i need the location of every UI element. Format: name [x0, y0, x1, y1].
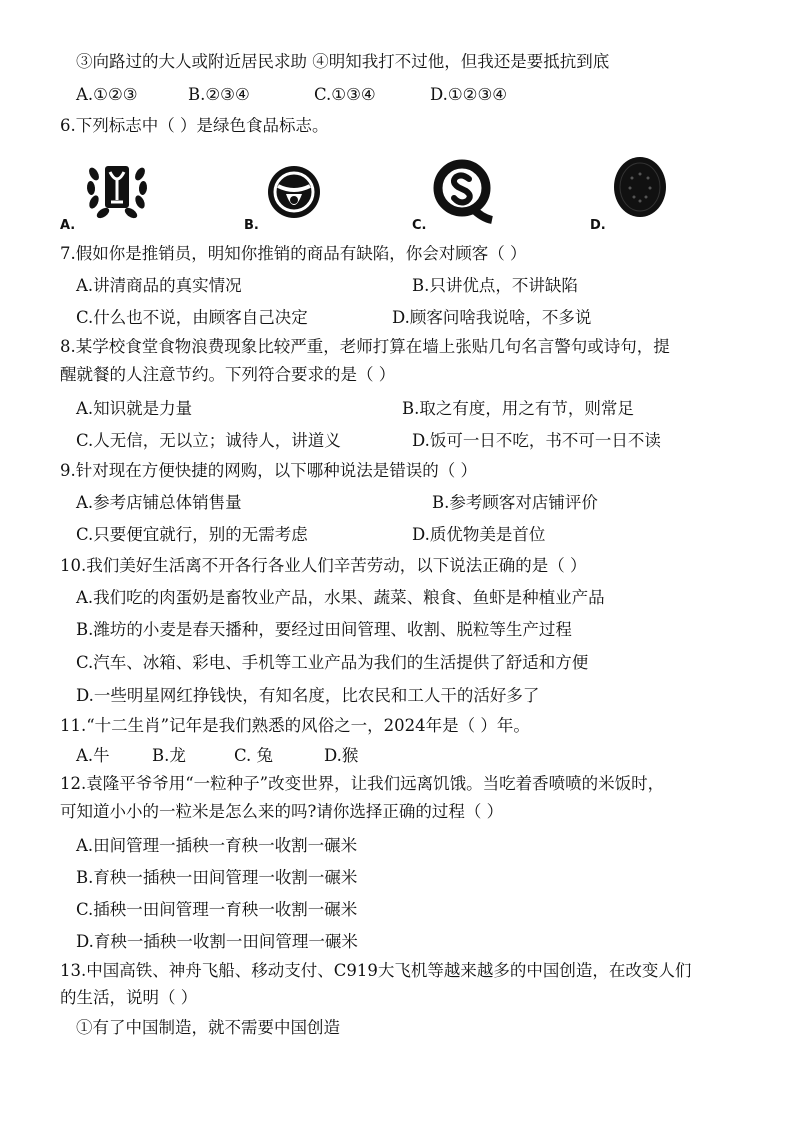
q8-choice-a: A.知识就是力量: [76, 399, 193, 418]
q12-choice-d: D.育秧一插秧一收割一田间管理一碾米: [76, 932, 358, 951]
q5-option-3-4: ③向路过的大人或附近居民求助 ④明知我打不过他，但我还是要抵抗到底: [76, 52, 610, 71]
logo-option-c: [412, 150, 552, 235]
q9-choice-d: D.质优物美是首位: [412, 525, 546, 544]
q7-choice-c: C.什么也不说，由顾客自己决定: [76, 308, 308, 327]
s-mark-logo-icon: [432, 158, 494, 224]
q12-stem-line2: 可知道小小的一粒米是怎么来的吗?请你选择正确的过程（ ）: [60, 802, 504, 821]
dark-oval-logo-icon: [612, 156, 668, 218]
q7-choice-d: D.顾客问啥我说啥，不多说: [392, 308, 592, 327]
logo-label-c: C.: [412, 218, 427, 233]
q11-stem: 11.“十二生肖”记年是我们熟悉的风俗之一，2024年是（ ）年。: [60, 716, 530, 735]
q12-choice-b: B.育秧一插秧一田间管理一收割一碾米: [76, 868, 358, 887]
q5-choice-c: C.①③④: [314, 85, 376, 104]
q8-choice-d: D.饭可一日不吃，书不可一日不读: [412, 431, 661, 450]
wreath-cup-logo-icon: [86, 158, 148, 224]
q5-choice-d: D.①②③④: [430, 85, 508, 104]
q9-stem: 9.针对现在方便快捷的网购，以下哪种说法是错误的（ ）: [60, 461, 477, 480]
logo-options: [60, 150, 740, 235]
q7-choice-a: A.讲清商品的真实情况: [76, 276, 242, 295]
q6-stem: 6.下列标志中（ ）是绿色食品标志。: [60, 116, 329, 135]
q12-stem-line1: 12.袁隆平爷爷用“一粒种子”改变世界，让我们远离饥饿。当吃着香喷喷的米饭时，: [60, 774, 665, 793]
q8-choice-b: B.取之有度，用之有节，则常足: [402, 399, 634, 418]
q8-stem-line1: 8.某学校食堂食物浪费现象比较严重，老师打算在墙上张贴几句名言警句或诗句，提: [60, 337, 670, 356]
q11-choice-c: C. 兔: [234, 746, 274, 765]
circle-shield-logo-icon: [266, 164, 322, 220]
logo-label-a: A.: [60, 218, 76, 233]
q7-choice-b: B.只讲优点，不讲缺陷: [412, 276, 578, 295]
q10-choice-b: B.潍坊的小麦是春天播种，要经过田间管理、收割、脱粒等生产过程: [76, 620, 572, 639]
q13-option-1: ①有了中国制造，就不需要中国创造: [76, 1018, 340, 1037]
logo-option-a: [60, 150, 200, 235]
q9-choice-b: B.参考顾客对店铺评价: [432, 493, 598, 512]
q13-stem-line2: 的生活，说明（ ）: [60, 988, 198, 1007]
q12-choice-c: C.插秧一田间管理一育秧一收割一碾米: [76, 900, 358, 919]
q11-choice-d: D.猴: [324, 746, 359, 765]
q11-choice-a: A.牛: [76, 746, 110, 765]
q11-choice-b: B.龙: [152, 746, 186, 765]
q10-choice-d: D.一些明星网红挣钱快，有知名度，比农民和工人干的活好多了: [76, 686, 540, 705]
q12-choice-a: A.田间管理一插秧一育秧一收割一碾米: [76, 836, 358, 855]
q13-stem-line1: 13.中国高铁、神舟飞船、移动支付、C919大飞机等越来越多的中国创造，在改变人们: [60, 961, 692, 980]
logo-option-b: [244, 150, 384, 235]
q8-stem-line2: 醒就餐的人注意节约。下列符合要求的是（ ）: [60, 365, 396, 384]
q9-choice-c: C.只要便宜就行，别的无需考虑: [76, 525, 308, 544]
q8-choice-c: C.人无信，无以立；诚待人，讲道义: [76, 431, 341, 450]
q5-choice-a: A.①②③: [76, 85, 138, 104]
q5-choice-b: B.②③④: [188, 85, 250, 104]
q10-choice-c: C.汽车、冰箱、彩电、手机等工业产品为我们的生活提供了舒适和方便: [76, 653, 589, 672]
q7-stem: 7.假如你是推销员，明知你推销的商品有缺陷，你会对顾客（ ）: [60, 244, 527, 263]
q10-choice-a: A.我们吃的肉蛋奶是畜牧业产品，水果、蔬菜、粮食、鱼虾是种植业产品: [76, 588, 605, 607]
logo-label-d: D.: [590, 218, 606, 233]
logo-label-b: B.: [244, 218, 259, 233]
logo-option-d: [590, 150, 730, 235]
q9-choice-a: A.参考店铺总体销售量: [76, 493, 242, 512]
q10-stem: 10.我们美好生活离不开各行各业人们辛苦劳动，以下说法正确的是（ ）: [60, 556, 587, 575]
